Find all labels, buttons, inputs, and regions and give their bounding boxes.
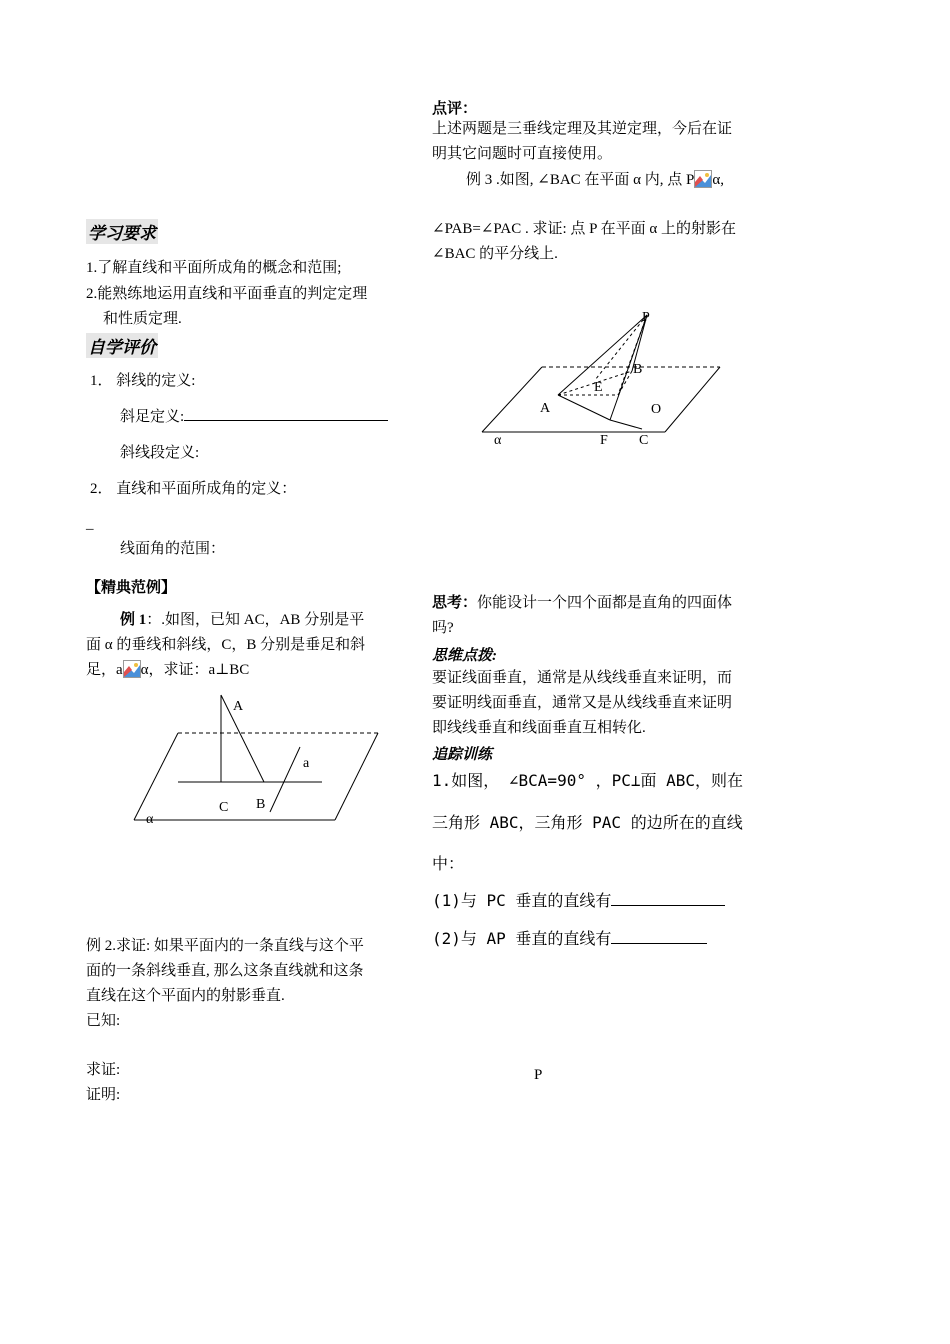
question-1: 1． 斜线的定义: bbox=[90, 373, 196, 389]
answer-blank-2[interactable] bbox=[611, 929, 707, 944]
to-prove-label: 求证: bbox=[86, 1062, 121, 1078]
question-1a bbox=[120, 405, 388, 430]
plane-left-edge bbox=[482, 367, 542, 432]
label-alpha: α bbox=[146, 812, 154, 827]
example2-line-1: 例 2.求证: 如果平面内的一条直线与这个平 bbox=[86, 938, 364, 954]
question-2a: 线面角的范围： bbox=[120, 541, 226, 557]
label-C: C bbox=[219, 800, 229, 815]
label-A: A bbox=[540, 401, 551, 416]
plane-right-edge bbox=[335, 733, 378, 820]
tip-line-3: 即线线垂直和线面垂直互相转化. bbox=[432, 720, 646, 736]
example1-text-3b: α，求证：a⊥BC bbox=[140, 662, 250, 678]
pyramid-figure bbox=[470, 305, 740, 455]
broken-image-icon bbox=[694, 170, 712, 188]
think-line-1 bbox=[432, 591, 732, 616]
example1-text-1: ：.如图，已知 AC，AB 分别是平 bbox=[146, 612, 365, 628]
example3-text-a: 例 3 .如图, ∠BAC 在平面 α 内, 点 P bbox=[466, 172, 695, 188]
requirement-1: 1.了解直线和平面所成角的概念和范围; bbox=[86, 260, 342, 276]
tip-line-1: 要证线面垂直，通常是从线线垂直来证明，而 bbox=[432, 670, 733, 686]
plane-right-edge bbox=[665, 367, 720, 432]
answer-blank-1[interactable] bbox=[611, 891, 725, 906]
label-C: C bbox=[639, 433, 649, 448]
label-F: F bbox=[600, 433, 608, 448]
line-a bbox=[270, 747, 300, 812]
edge-FC bbox=[610, 420, 642, 429]
review-line-1: 上述两题是三垂线定理及其逆定理，今后在证 bbox=[432, 121, 733, 137]
perpendicular-figure bbox=[130, 690, 390, 830]
learning-requirements-heading: 学习要求 bbox=[86, 219, 158, 244]
label-E: E bbox=[594, 380, 603, 395]
requirement-2b: 和性质定理. bbox=[103, 311, 182, 327]
example2-line-3: 直线在这个平面内的射影垂直. bbox=[86, 988, 285, 1004]
example3-line-1 bbox=[466, 168, 724, 193]
requirement-2a: 2.能熟练地运用直线和平面垂直的判定定理 bbox=[86, 286, 368, 302]
review-line-2: 明其它问题时可直接使用。 bbox=[432, 146, 613, 162]
think-label: 思考： bbox=[432, 595, 478, 611]
track-line-1: 1.如图， ∠BCA=90° ，PC⊥面 ABC，则在 bbox=[432, 771, 744, 790]
question-1b: 斜线段定义: bbox=[120, 445, 200, 461]
label-O: O bbox=[651, 402, 662, 417]
label-B: B bbox=[256, 797, 266, 812]
answer-blank-foot[interactable] bbox=[184, 406, 388, 421]
example1-line-1 bbox=[120, 608, 364, 633]
example1-text-3a: 足，a bbox=[86, 662, 123, 678]
label-B: B bbox=[633, 362, 643, 377]
label-P: P bbox=[642, 310, 650, 325]
track-question-1-text: (1)与 PC 垂直的直线有 bbox=[432, 891, 612, 910]
plane-left-edge bbox=[134, 733, 178, 820]
figure-label-P: P bbox=[534, 1067, 543, 1083]
track-question-2-text: (2)与 AP 垂直的直线有 bbox=[432, 929, 612, 948]
label-a: a bbox=[303, 756, 310, 771]
tip-line-2: 要证明线面垂直，通常又是从线线垂直来证明 bbox=[432, 695, 733, 711]
tip-heading: 思维点拨: bbox=[432, 648, 497, 664]
question-1a-text: 斜足定义: bbox=[120, 409, 185, 425]
track-heading: 追踪训练 bbox=[432, 747, 493, 763]
example2-line-2: 面的一条斜线垂直, 那么这条直线就和这条 bbox=[86, 963, 364, 979]
track-question-1 bbox=[432, 888, 725, 911]
edge-PO bbox=[618, 315, 647, 395]
label-alpha: α bbox=[494, 433, 502, 448]
examples-heading: 【精典范例】 bbox=[86, 580, 177, 596]
example3-line-3: ∠BAC 的平分线上. bbox=[432, 246, 558, 262]
track-line-3: 中： bbox=[432, 854, 465, 873]
think-text: 你能设计一个四个面都是直角的四面体 bbox=[477, 595, 733, 611]
track-line-2: 三角形 ABC，三角形 PAC 的边所在的直线 bbox=[432, 813, 743, 832]
example3-line-2: ∠PAB=∠PAC . 求证: 点 P 在平面 α 上的射影在 bbox=[432, 221, 737, 237]
review-label: 点评： bbox=[432, 101, 478, 117]
proof-label: 证明: bbox=[86, 1087, 121, 1103]
example3-text-b: α, bbox=[712, 172, 724, 188]
think-line-2: 吗? bbox=[432, 620, 454, 636]
track-question-2 bbox=[432, 926, 707, 949]
known-label: 已知: bbox=[86, 1013, 121, 1029]
example1-line-3 bbox=[86, 658, 249, 683]
label-A: A bbox=[233, 699, 244, 714]
underscore-mark: _ bbox=[86, 516, 94, 532]
broken-image-icon bbox=[123, 660, 141, 678]
self-evaluation-heading: 自学评价 bbox=[86, 333, 158, 358]
example1-label: 例 1 bbox=[120, 612, 147, 628]
example1-line-2: 面 α 的垂线和斜线，C，B 分别是垂足和斜 bbox=[86, 637, 366, 653]
edge-AF bbox=[558, 395, 610, 420]
question-2: 2． 直线和平面所成角的定义： bbox=[90, 481, 297, 497]
